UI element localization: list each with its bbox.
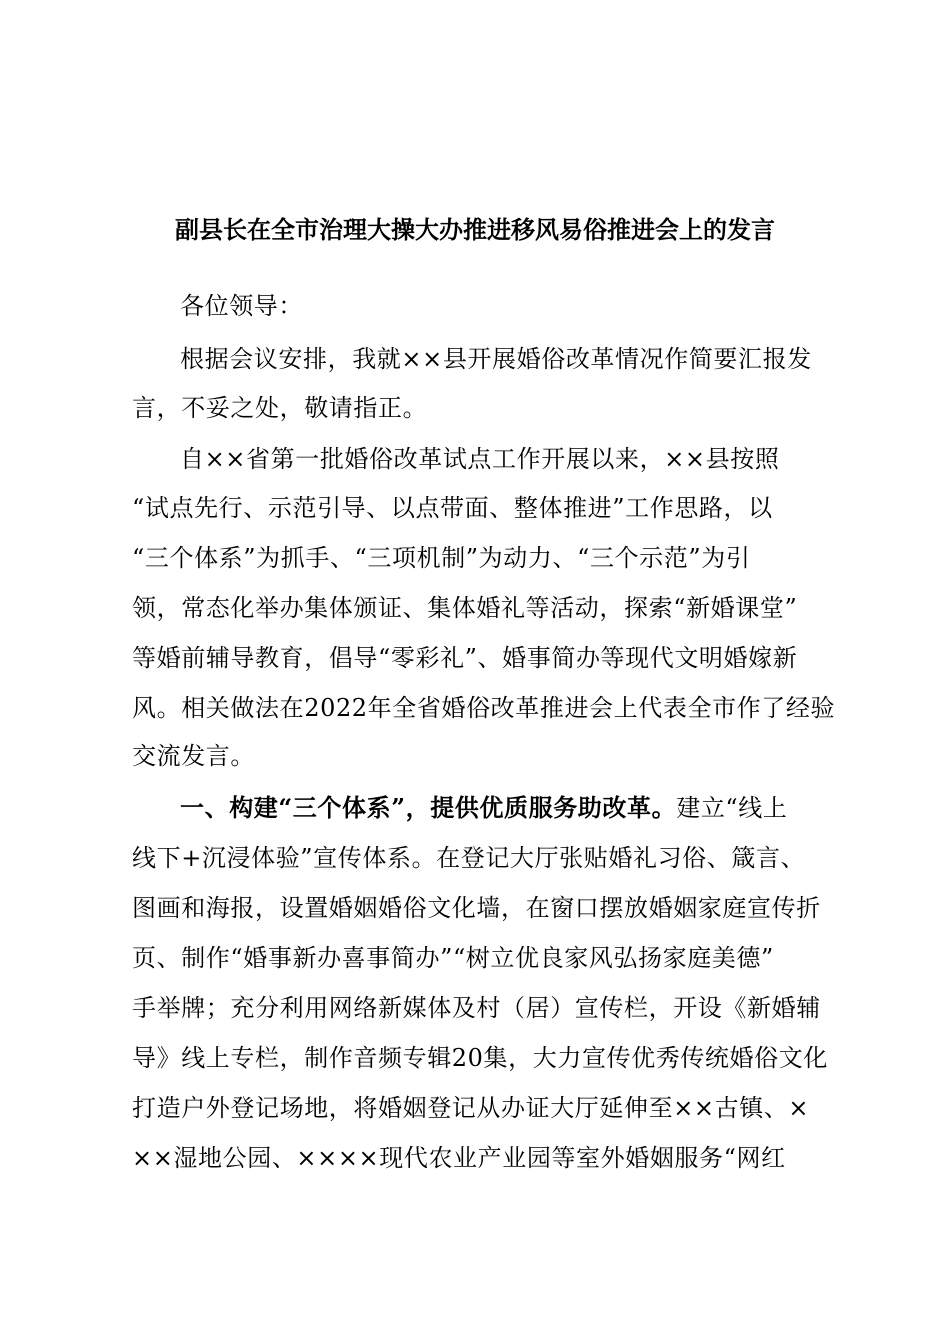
paragraph-line: 线下+沉浸体验”宣传体系。在登记大厅张贴婚礼习俗、箴言、 bbox=[132, 844, 806, 872]
paragraph-line: 等婚前辅导教育，倡导“零彩礼”、婚事简办等现代文明婚嫁新 bbox=[132, 644, 798, 672]
paragraph-line: 页、制作“婚事新办喜事简办”“树立优良家风弘扬家庭美德” bbox=[132, 944, 774, 972]
section-first-line bbox=[180, 790, 842, 826]
paragraph-line: 手举牌；充分利用网络新媒体及村（居）宣传栏，开设《新婚辅 bbox=[132, 994, 821, 1022]
section-text: 建立“线上 bbox=[676, 794, 788, 822]
paragraph-line: 风。相关做法在2022年全省婚俗改革推进会上代表全市作了经验 bbox=[132, 694, 836, 722]
paragraph-line: 交流发言。 bbox=[132, 742, 255, 770]
paragraph-line: ××湿地公园、××××现代农业产业园等室外婚姻服务“网红 bbox=[132, 1144, 786, 1172]
section-heading: 一、构建“三个体系”，提供优质服务助改革。 bbox=[180, 793, 677, 822]
paragraph-line: 根据会议安排，我就××县开展婚俗改革情况作简要汇报发 bbox=[180, 345, 812, 373]
paragraph-line: 自××省第一批婚俗改革试点工作开展以来，××县按照 bbox=[180, 445, 780, 473]
paragraph-line: 领，常态化举办集体颁证、集体婚礼等活动，探索“新婚课堂” bbox=[132, 594, 798, 622]
paragraph-line: “试点先行、示范引导、以点带面、整体推进”工作思路，以 bbox=[132, 494, 773, 522]
paragraph-line: 图画和海报，设置婚姻婚俗文化墙，在窗口摆放婚姻家庭宣传折 bbox=[132, 894, 821, 922]
document-title: 副县长在全市治理大操大办推进移风易俗推进会上的发言 bbox=[175, 215, 775, 244]
paragraph-line: 打造户外登记场地，将婚姻登记从办证大厅延伸至××古镇、× bbox=[132, 1094, 810, 1122]
paragraph-line: 导》线上专栏，制作音频专辑20集，大力宣传优秀传统婚俗文化 bbox=[132, 1044, 828, 1072]
greeting: 各位领导： bbox=[180, 292, 303, 320]
paragraph-line: “三个体系”为抓手、“三项机制”为动力、“三个示范”为引 bbox=[132, 544, 751, 572]
paragraph-line: 言，不妥之处，敬请指正。 bbox=[132, 394, 428, 422]
